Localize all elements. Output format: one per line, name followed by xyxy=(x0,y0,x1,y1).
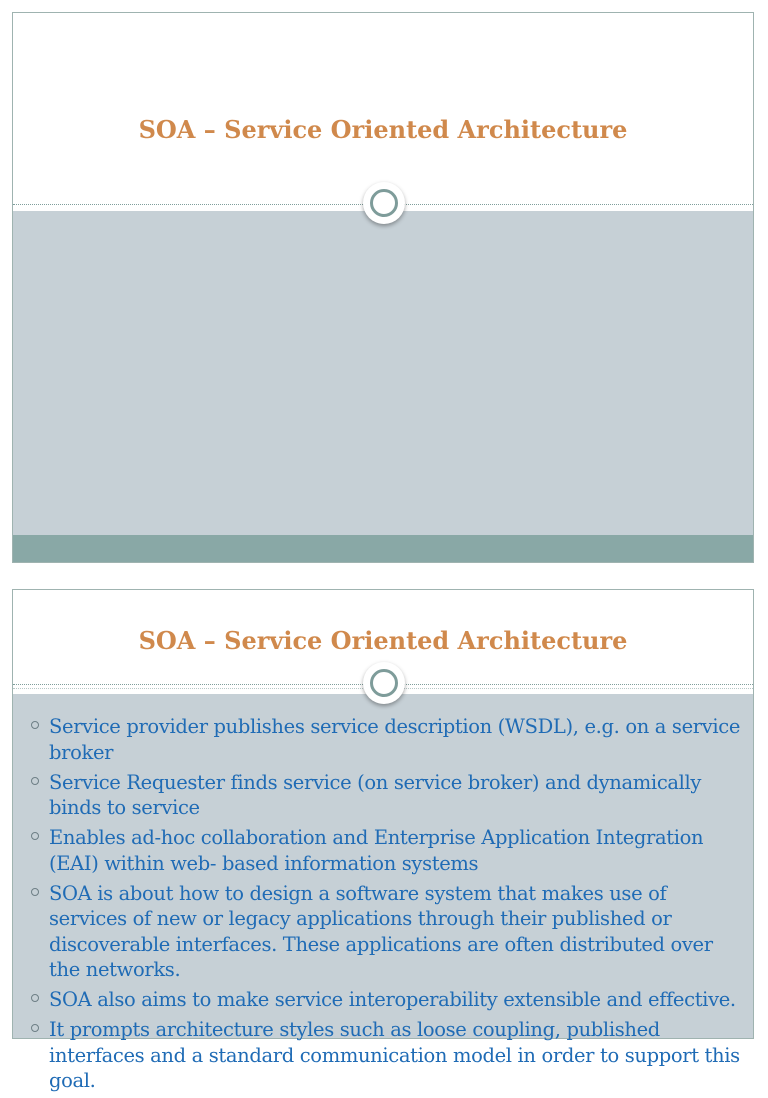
list-item xyxy=(29,987,743,1013)
bullet-text: Service provider publishes service description (WSDL), e.g. on a service broker xyxy=(49,715,741,764)
slide-2 xyxy=(12,589,754,1092)
ring-icon xyxy=(363,182,405,224)
hollow-circle-bullet-icon xyxy=(31,994,39,1002)
bullet-text: It prompts architecture styles such as loose coupling, published interfaces and a standard communication model in order to support this goal. xyxy=(49,1018,740,1092)
list-item xyxy=(29,1017,743,1094)
slide-title: SOA – Service Oriented Architecture xyxy=(138,115,628,144)
list-item xyxy=(29,825,743,876)
hollow-circle-bullet-icon xyxy=(31,888,39,896)
hollow-circle-bullet-icon xyxy=(31,1024,39,1032)
bullet-list xyxy=(29,714,743,1098)
bullet-text: SOA also aims to make service interoperability extensible and effective. xyxy=(49,988,736,1011)
slide-footer-band xyxy=(13,535,753,562)
ring-icon xyxy=(363,662,405,704)
list-item xyxy=(29,714,743,765)
list-item xyxy=(29,881,743,983)
slide-1 xyxy=(12,12,754,563)
slide-title: SOA – Service Oriented Architecture xyxy=(138,626,628,655)
hollow-circle-bullet-icon xyxy=(31,721,39,729)
hollow-circle-bullet-icon xyxy=(31,777,39,785)
list-item xyxy=(29,770,743,821)
hollow-circle-bullet-icon xyxy=(31,832,39,840)
slide-body-area xyxy=(13,211,753,535)
bullet-text: Service Requester finds service (on service broker) and dynamically binds to service xyxy=(49,770,702,819)
bullet-text: SOA is about how to design a software system that makes use of services of new or legacy applications through their published or discoverable interfaces. These applications are often distributed over the networks. xyxy=(49,881,713,981)
bullet-text: Enables ad-hoc collaboration and Enterprise Application Integration (EAI) within web- based information systems xyxy=(49,826,704,875)
